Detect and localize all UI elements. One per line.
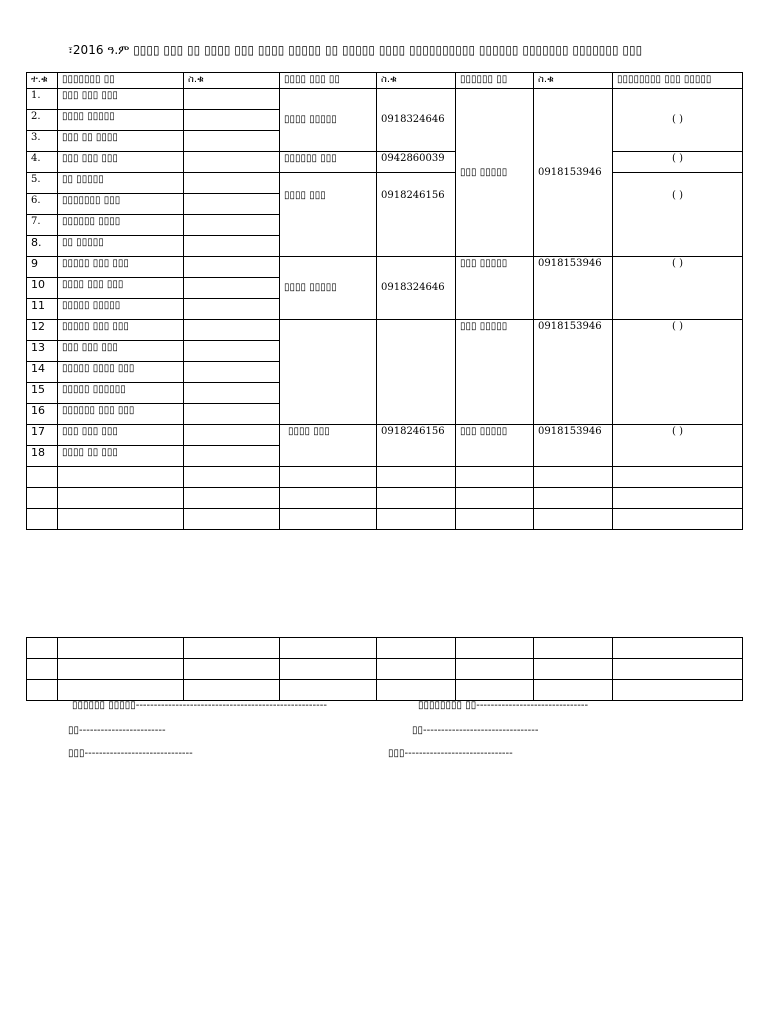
student-name: ▯▯▯ ▯▯ ▯▯▯▯ [58, 131, 184, 152]
student-phone [184, 341, 280, 362]
header-remarks: ▯▯▯▯▯▯▯▯ ▯▯▯ ▯▯▯▯▯ [613, 73, 743, 89]
group-name: ▯▯▯▯▯▯ ▯▯▯ [280, 152, 377, 173]
student-phone [184, 425, 280, 446]
group-phone: 0942860039 [377, 152, 456, 173]
student-phone [184, 236, 280, 257]
remarks-mark: ( ) [613, 425, 743, 467]
student-name: ▯▯▯▯ ▯▯▯▯▯ [58, 110, 184, 131]
table-row [27, 257, 743, 278]
row-number: 12 [27, 320, 58, 341]
student-phone [184, 362, 280, 383]
row-number: 15 [27, 383, 58, 404]
left-signature-date: ▯▯▯------------------------------ [68, 748, 193, 759]
row-number: 4. [27, 152, 58, 173]
group-phone: 0918324646 [377, 89, 456, 152]
row-number: 10 [27, 278, 58, 299]
student-name: ▯▯▯ ▯▯▯ ▯▯▯ [58, 152, 184, 173]
student-phone [184, 131, 280, 152]
group-phone [377, 320, 456, 425]
row-number: 14 [27, 362, 58, 383]
header-group-phone: ስ.ቁ [377, 73, 456, 89]
table-row [27, 89, 743, 110]
header-supervisor-phone: ስ.ቁ [534, 73, 613, 89]
supervisor-phone: 0918153946 [534, 257, 613, 320]
student-phone [184, 299, 280, 320]
supervisor-phone: 0918153946 [534, 320, 613, 425]
group-phone: 0918246156 [377, 173, 456, 257]
empty-row [27, 659, 743, 680]
student-name: ▯▯▯▯ ▯▯ ▯▯▯ [58, 446, 184, 467]
table-row [27, 425, 743, 446]
document-title: ፣2016 ዓ.ም ▯▯▯▯ ▯▯▯ ▯▯ ▯▯▯▯ ▯▯▯ ▯▯▯▯ ▯▯▯▯▯ ▯▯ ▯▯▯▯▯ ▯▯▯▯ ▯▯▯▯▯▯▯▯▯▯ ▯▯▯▯▯▯ ▯▯▯▯▯▯▯ ▯▯▯▯▯▯▯ ▯▯▯ [68, 43, 643, 57]
empty-row [27, 467, 743, 488]
empty-row [27, 680, 743, 701]
header-no: ተ.ቁ [27, 73, 58, 89]
remarks-mark: ( ) [613, 89, 743, 152]
student-phone [184, 194, 280, 215]
left-signature-title: ▯▯▯▯▯▯ ▯▯▯▯▯----------------------------------------------------- [72, 700, 327, 711]
row-number: 11 [27, 299, 58, 320]
table-row [27, 152, 743, 173]
student-name: ▯▯▯▯▯▯▯ ▯▯▯ [58, 194, 184, 215]
row-number: 1. [27, 89, 58, 110]
student-phone [184, 320, 280, 341]
table-row [27, 320, 743, 341]
supervisor-name: ▯▯▯ ▯▯▯▯▯ [456, 425, 534, 467]
student-name: ▯▯▯ ▯▯▯ ▯▯▯ [58, 341, 184, 362]
student-name: ▯▯▯▯▯ ▯▯▯ ▯▯▯ [58, 320, 184, 341]
row-number: 2. [27, 110, 58, 131]
group-name: ▯▯▯▯ ▯▯▯▯▯ [280, 257, 377, 320]
table-row [27, 173, 743, 194]
supervisor-phone: 0918153946 [534, 89, 613, 257]
row-number: 5. [27, 173, 58, 194]
empty-row [27, 638, 743, 659]
remarks-mark: ( ) [613, 320, 743, 425]
remarks-mark: ( ) [613, 152, 743, 173]
student-phone [184, 278, 280, 299]
student-name: ▯▯▯▯▯ ▯▯▯▯▯▯ [58, 383, 184, 404]
student-name: ▯▯▯▯▯ ▯▯▯ ▯▯▯ [58, 257, 184, 278]
row-number: 18 [27, 446, 58, 467]
group-name [280, 320, 377, 425]
group-name: ▯▯▯▯ ▯▯▯ [280, 425, 377, 467]
student-name: ▯▯▯▯▯▯ ▯▯▯ ▯▯▯ [58, 404, 184, 425]
header-student-phone: ስ.ቁ [184, 73, 280, 89]
row-number: 7. [27, 215, 58, 236]
left-signature-name: ▯▯------------------------ [68, 725, 166, 736]
group-phone: 0918246156 [377, 425, 456, 467]
student-name: ▯▯▯▯▯ ▯▯▯▯▯ [58, 299, 184, 320]
student-phone [184, 152, 280, 173]
empty-row [27, 488, 743, 509]
student-name: ▯▯ ▯▯▯▯▯ [58, 236, 184, 257]
student-phone [184, 383, 280, 404]
student-name: ▯▯▯▯▯ ▯▯▯▯ ▯▯▯ [58, 362, 184, 383]
student-name: ▯▯▯ ▯▯▯ ▯▯▯ [58, 89, 184, 110]
student-phone [184, 173, 280, 194]
empty-row [27, 509, 743, 530]
row-number: 6. [27, 194, 58, 215]
right-signature-name: ▯▯-------------------------------- [412, 725, 539, 736]
student-phone [184, 110, 280, 131]
blank-table [26, 637, 743, 701]
supervisor-phone: 0918153946 [534, 425, 613, 467]
right-signature-title: ▯▯▯▯▯▯▯▯ ▯▯------------------------------- [418, 700, 589, 711]
supervisor-name: ▯▯▯ ▯▯▯▯▯ [456, 257, 534, 320]
row-number: 13 [27, 341, 58, 362]
group-name: ▯▯▯▯ ▯▯▯▯▯ [280, 89, 377, 152]
group-name: ▯▯▯▯ ▯▯▯ [280, 173, 377, 257]
header-supervisor-name: ▯▯▯▯▯▯ ▯▯ [456, 73, 534, 89]
assignment-table [26, 72, 743, 530]
student-name: ▯▯▯▯▯▯ ▯▯▯▯ [58, 215, 184, 236]
supervisor-name: ▯▯▯ ▯▯▯▯▯ [456, 320, 534, 425]
student-phone [184, 215, 280, 236]
supervisor-name: ▯▯▯ ▯▯▯▯▯ [456, 89, 534, 257]
student-phone [184, 446, 280, 467]
student-name: ▯▯ ▯▯▯▯▯ [58, 173, 184, 194]
header-row [27, 73, 743, 89]
remarks-mark: ( ) [613, 173, 743, 257]
row-number: 3. [27, 131, 58, 152]
row-number: 8. [27, 236, 58, 257]
right-signature-date: ▯▯▯------------------------------ [388, 748, 513, 759]
row-number: 9 [27, 257, 58, 278]
row-number: 17 [27, 425, 58, 446]
header-group-name: ▯▯▯▯ ▯▯▯ ▯▯ [280, 73, 377, 89]
header-student-name: ▯▯▯▯▯▯▯ ▯▯ [58, 73, 184, 89]
group-phone: 0918324646 [377, 257, 456, 320]
row-number: 16 [27, 404, 58, 425]
student-phone [184, 404, 280, 425]
student-name: ▯▯▯ ▯▯▯ ▯▯▯ [58, 425, 184, 446]
student-phone [184, 89, 280, 110]
student-name: ▯▯▯▯ ▯▯▯ ▯▯▯ [58, 278, 184, 299]
student-phone [184, 257, 280, 278]
remarks-mark: ( ) [613, 257, 743, 320]
